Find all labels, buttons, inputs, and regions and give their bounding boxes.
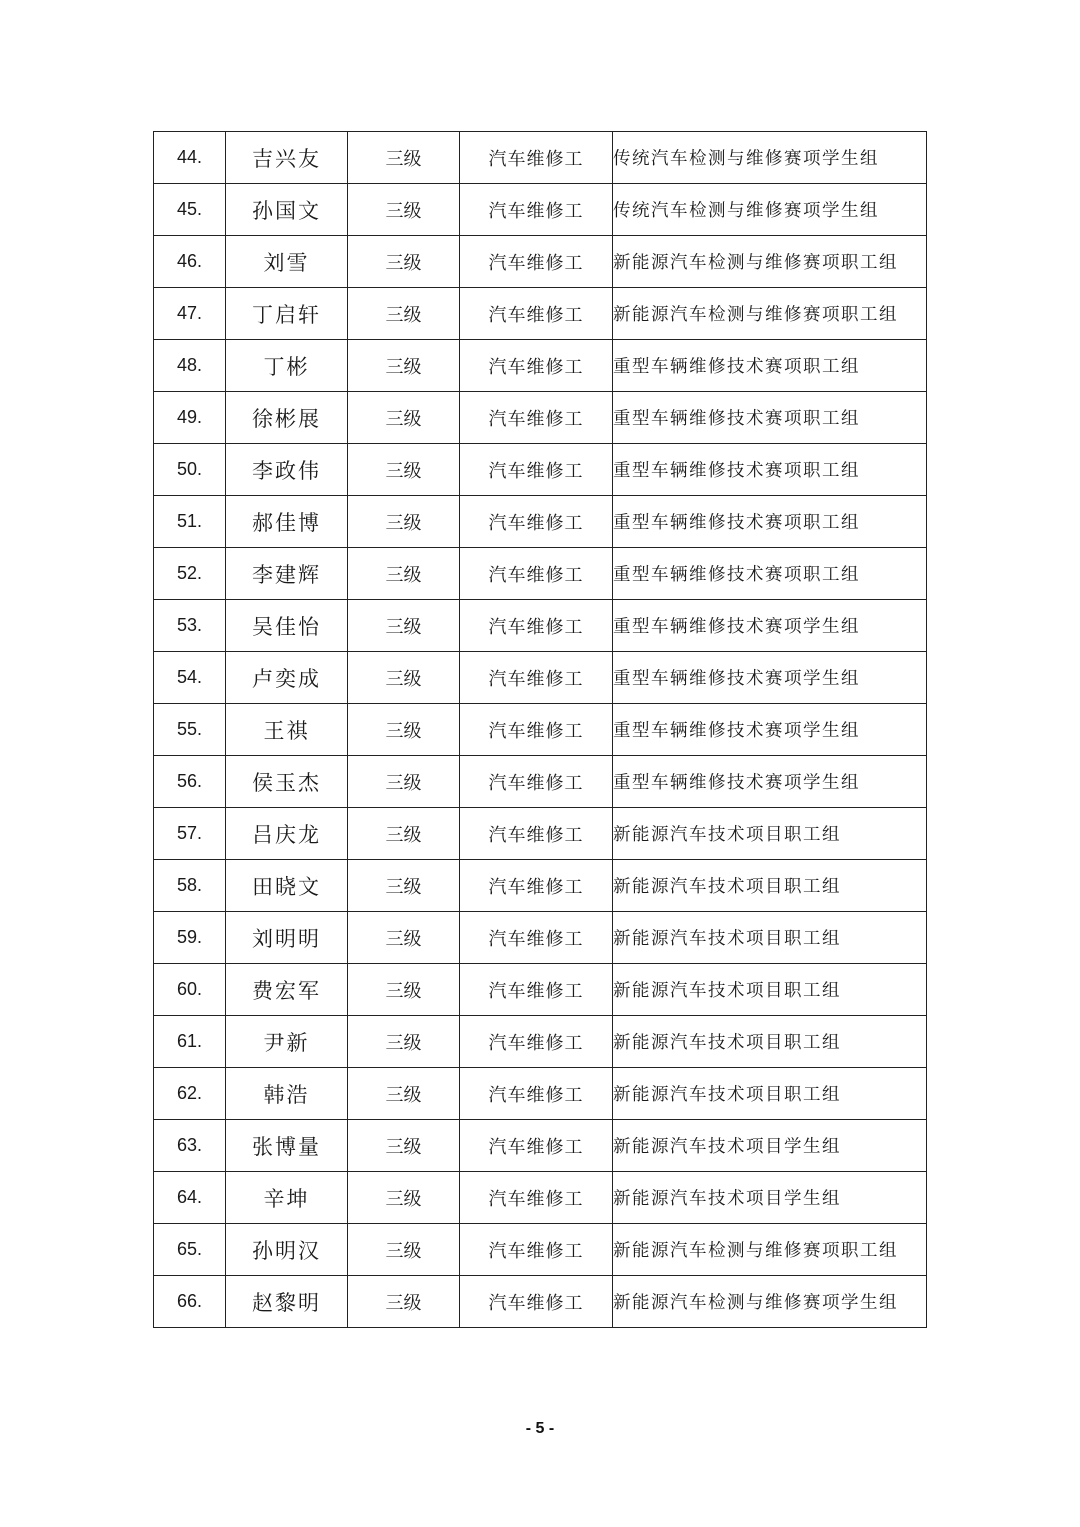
table-row <box>154 600 927 652</box>
person-name-cell: 田晓文 <box>226 860 348 912</box>
row-number-cell: 47. <box>154 288 226 340</box>
table-row <box>154 756 927 808</box>
person-name-cell: 赵黎明 <box>226 1276 348 1328</box>
row-number-cell: 64. <box>154 1172 226 1224</box>
person-name-cell: 郝佳博 <box>226 496 348 548</box>
trade-name-cell: 汽车维修工 <box>460 288 613 340</box>
table-row <box>154 1120 927 1172</box>
person-name-cell: 侯玉杰 <box>226 756 348 808</box>
row-number-cell: 55. <box>154 704 226 756</box>
person-name-cell: 王祺 <box>226 704 348 756</box>
competition-event-cell: 新能源汽车技术项目职工组 <box>613 860 927 912</box>
skill-level-cell: 三级 <box>348 1224 460 1276</box>
competition-event-cell: 新能源汽车检测与维修赛项职工组 <box>613 1224 927 1276</box>
person-name-cell: 丁彬 <box>226 340 348 392</box>
row-number-cell: 58. <box>154 860 226 912</box>
person-name-cell: 尹新 <box>226 1016 348 1068</box>
skill-level-cell: 三级 <box>348 444 460 496</box>
competition-event-cell: 新能源汽车检测与维修赛项学生组 <box>613 1276 927 1328</box>
row-number-cell: 60. <box>154 964 226 1016</box>
table-row <box>154 392 927 444</box>
competition-event-cell: 传统汽车检测与维修赛项学生组 <box>613 132 927 184</box>
competition-event-cell: 新能源汽车检测与维修赛项职工组 <box>613 288 927 340</box>
skill-level-cell: 三级 <box>348 1120 460 1172</box>
competition-event-cell: 重型车辆维修技术赛项职工组 <box>613 548 927 600</box>
skill-level-cell: 三级 <box>348 860 460 912</box>
trade-name-cell: 汽车维修工 <box>460 652 613 704</box>
person-name-cell: 张博量 <box>226 1120 348 1172</box>
roster-table-body <box>154 132 927 1328</box>
trade-name-cell: 汽车维修工 <box>460 340 613 392</box>
table-row <box>154 444 927 496</box>
trade-name-cell: 汽车维修工 <box>460 704 613 756</box>
trade-name-cell: 汽车维修工 <box>460 496 613 548</box>
row-number-cell: 48. <box>154 340 226 392</box>
table-row <box>154 704 927 756</box>
table-row <box>154 964 927 1016</box>
person-name-cell: 吉兴友 <box>226 132 348 184</box>
trade-name-cell: 汽车维修工 <box>460 1068 613 1120</box>
person-name-cell: 吕庆龙 <box>226 808 348 860</box>
person-name-cell: 卢奕成 <box>226 652 348 704</box>
skill-level-cell: 三级 <box>348 496 460 548</box>
competition-event-cell: 新能源汽车技术项目职工组 <box>613 1016 927 1068</box>
trade-name-cell: 汽车维修工 <box>460 1120 613 1172</box>
row-number-cell: 59. <box>154 912 226 964</box>
person-name-cell: 徐彬展 <box>226 392 348 444</box>
skill-level-cell: 三级 <box>348 1276 460 1328</box>
person-name-cell: 刘雪 <box>226 236 348 288</box>
table-row <box>154 1172 927 1224</box>
competition-event-cell: 重型车辆维修技术赛项职工组 <box>613 444 927 496</box>
skill-level-cell: 三级 <box>348 236 460 288</box>
person-name-cell: 辛坤 <box>226 1172 348 1224</box>
competition-event-cell: 重型车辆维修技术赛项学生组 <box>613 652 927 704</box>
table-row <box>154 1276 927 1328</box>
competition-event-cell: 新能源汽车技术项目职工组 <box>613 1068 927 1120</box>
table-row <box>154 548 927 600</box>
row-number-cell: 62. <box>154 1068 226 1120</box>
trade-name-cell: 汽车维修工 <box>460 964 613 1016</box>
row-number-cell: 44. <box>154 132 226 184</box>
person-name-cell: 费宏军 <box>226 964 348 1016</box>
table-row <box>154 184 927 236</box>
skill-level-cell: 三级 <box>348 184 460 236</box>
row-number-cell: 50. <box>154 444 226 496</box>
trade-name-cell: 汽车维修工 <box>460 548 613 600</box>
skill-level-cell: 三级 <box>348 392 460 444</box>
person-name-cell: 刘明明 <box>226 912 348 964</box>
competition-event-cell: 重型车辆维修技术赛项职工组 <box>613 340 927 392</box>
trade-name-cell: 汽车维修工 <box>460 1172 613 1224</box>
competition-event-cell: 重型车辆维修技术赛项学生组 <box>613 600 927 652</box>
row-number-cell: 57. <box>154 808 226 860</box>
person-name-cell: 韩浩 <box>226 1068 348 1120</box>
person-name-cell: 吴佳怡 <box>226 600 348 652</box>
skill-level-cell: 三级 <box>348 132 460 184</box>
trade-name-cell: 汽车维修工 <box>460 1276 613 1328</box>
table-row <box>154 860 927 912</box>
row-number-cell: 46. <box>154 236 226 288</box>
row-number-cell: 49. <box>154 392 226 444</box>
table-row <box>154 652 927 704</box>
row-number-cell: 66. <box>154 1276 226 1328</box>
competition-event-cell: 重型车辆维修技术赛项职工组 <box>613 392 927 444</box>
skill-level-cell: 三级 <box>348 548 460 600</box>
skill-level-cell: 三级 <box>348 756 460 808</box>
table-row <box>154 496 927 548</box>
trade-name-cell: 汽车维修工 <box>460 860 613 912</box>
row-number-cell: 56. <box>154 756 226 808</box>
table-row <box>154 1016 927 1068</box>
row-number-cell: 61. <box>154 1016 226 1068</box>
table-row <box>154 132 927 184</box>
row-number-cell: 63. <box>154 1120 226 1172</box>
competition-event-cell: 新能源汽车技术项目职工组 <box>613 912 927 964</box>
trade-name-cell: 汽车维修工 <box>460 1016 613 1068</box>
competition-event-cell: 重型车辆维修技术赛项学生组 <box>613 756 927 808</box>
competition-event-cell: 传统汽车检测与维修赛项学生组 <box>613 184 927 236</box>
skill-level-cell: 三级 <box>348 1016 460 1068</box>
trade-name-cell: 汽车维修工 <box>460 756 613 808</box>
skill-level-cell: 三级 <box>348 288 460 340</box>
skill-level-cell: 三级 <box>348 340 460 392</box>
person-name-cell: 李政伟 <box>226 444 348 496</box>
row-number-cell: 53. <box>154 600 226 652</box>
row-number-cell: 65. <box>154 1224 226 1276</box>
competition-event-cell: 新能源汽车技术项目学生组 <box>613 1172 927 1224</box>
award-roster-table <box>153 131 927 1328</box>
table-row <box>154 912 927 964</box>
table-row <box>154 808 927 860</box>
trade-name-cell: 汽车维修工 <box>460 132 613 184</box>
skill-level-cell: 三级 <box>348 964 460 1016</box>
trade-name-cell: 汽车维修工 <box>460 236 613 288</box>
competition-event-cell: 新能源汽车检测与维修赛项职工组 <box>613 236 927 288</box>
competition-event-cell: 重型车辆维修技术赛项职工组 <box>613 496 927 548</box>
row-number-cell: 52. <box>154 548 226 600</box>
table-row <box>154 1224 927 1276</box>
table-row <box>154 340 927 392</box>
competition-event-cell: 新能源汽车技术项目职工组 <box>613 808 927 860</box>
row-number-cell: 54. <box>154 652 226 704</box>
trade-name-cell: 汽车维修工 <box>460 1224 613 1276</box>
competition-event-cell: 新能源汽车技术项目职工组 <box>613 964 927 1016</box>
trade-name-cell: 汽车维修工 <box>460 184 613 236</box>
skill-level-cell: 三级 <box>348 1068 460 1120</box>
skill-level-cell: 三级 <box>348 652 460 704</box>
page-number: - 5 - <box>525 1420 555 1437</box>
person-name-cell: 孙明汉 <box>226 1224 348 1276</box>
row-number-cell: 51. <box>154 496 226 548</box>
table-row <box>154 288 927 340</box>
trade-name-cell: 汽车维修工 <box>460 392 613 444</box>
skill-level-cell: 三级 <box>348 704 460 756</box>
table-row <box>154 1068 927 1120</box>
table-row <box>154 236 927 288</box>
skill-level-cell: 三级 <box>348 1172 460 1224</box>
skill-level-cell: 三级 <box>348 808 460 860</box>
competition-event-cell: 新能源汽车技术项目学生组 <box>613 1120 927 1172</box>
skill-level-cell: 三级 <box>348 600 460 652</box>
skill-level-cell: 三级 <box>348 912 460 964</box>
trade-name-cell: 汽车维修工 <box>460 808 613 860</box>
person-name-cell: 李建辉 <box>226 548 348 600</box>
trade-name-cell: 汽车维修工 <box>460 444 613 496</box>
row-number-cell: 45. <box>154 184 226 236</box>
person-name-cell: 孙国文 <box>226 184 348 236</box>
person-name-cell: 丁启轩 <box>226 288 348 340</box>
competition-event-cell: 重型车辆维修技术赛项学生组 <box>613 704 927 756</box>
trade-name-cell: 汽车维修工 <box>460 600 613 652</box>
trade-name-cell: 汽车维修工 <box>460 912 613 964</box>
